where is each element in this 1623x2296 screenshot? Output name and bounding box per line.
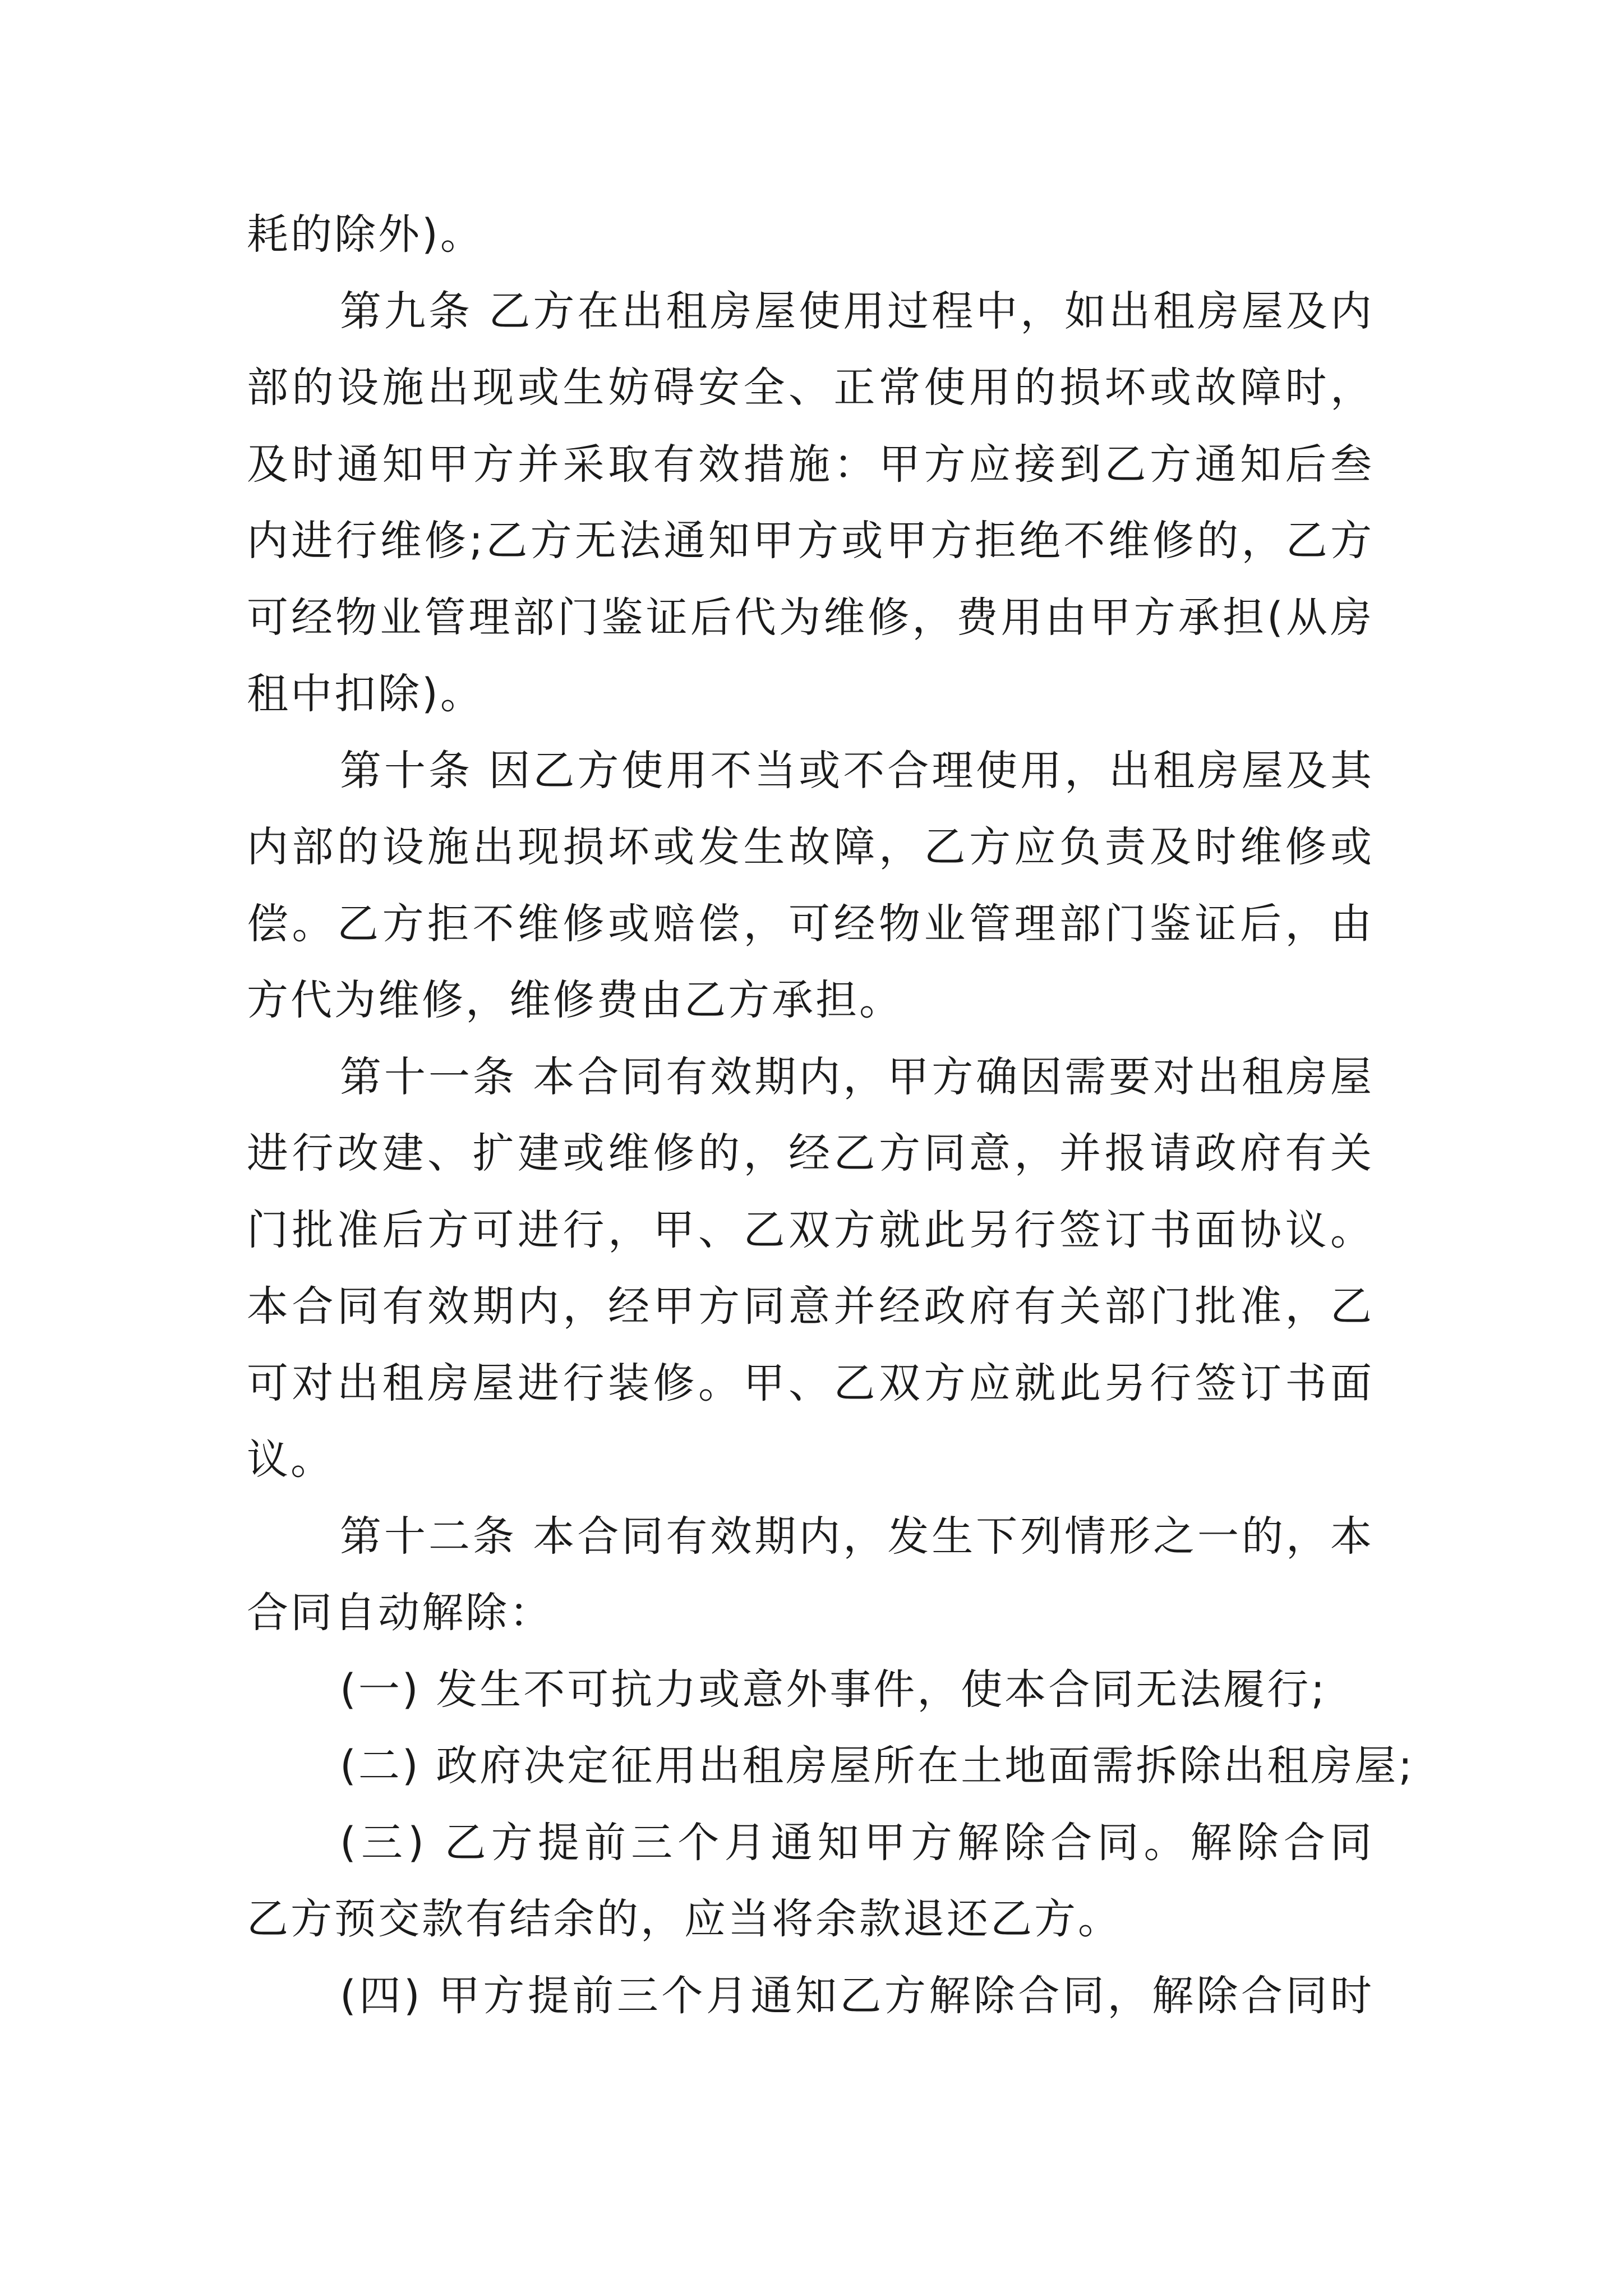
text-line: 耗的除外)。 [247,210,484,259]
article-12-heading-line: 第十二条 本合同有效期内，发生下列情形之一的，本 [340,1512,1374,1561]
text-line: 本合同有效期内，经甲方同意并经政府有关部门批准，乙 [247,1282,1374,1331]
list-item-1: (一) 发生不可抗力或意外事件，使本合同无法履行; [340,1665,1327,1714]
text-line: 内部的设施出现损坏或发生故障，乙方应负责及时维修或 [247,823,1374,871]
text-line: 合同自动解除： [247,1589,553,1637]
list-item-2: (二) 政府决定征用出租房屋所在土地面需拆除出租房屋; [340,1742,1415,1790]
text-line: 门批准后方可进行，甲、乙双方就此另行签订书面协议。 [247,1205,1374,1254]
text-line: 进行改建、扩建或维修的，经乙方同意，并报请政府有关 [247,1129,1374,1177]
text-line: 方代为维修，维修费由乙方承担。 [247,976,903,1024]
article-11-heading-line: 第十一条 本合同有效期内，甲方确因需要对出租房屋 [340,1052,1374,1101]
text-line: 租中扣除)。 [247,670,484,718]
text-line: 部的设施出现或生妨碍安全、正常使用的损坏或故障时， [247,364,1374,412]
text-line: 可经物业管理部门鉴证后代为维修，费用由甲方承担(从房 [247,593,1374,642]
text-line: 乙方预交款有结余的，应当将余款退还乙方。 [247,1895,1122,1943]
text-line: 议。 [247,1435,334,1484]
text-line: 及时通知甲方并采取有效措施：甲方应接到乙方通知后叁 [247,440,1374,489]
list-item-3: (三) 乙方提前三个月通知甲方解除合同。解除合同 [340,1818,1374,1867]
text-line: 可对出租房屋进行装修。甲、乙双方应就此另行签订书面 [247,1359,1374,1407]
article-10-heading-line: 第十条 因乙方使用不当或不合理使用，出租房屋及其 [340,746,1374,795]
article-9-heading-line: 第九条 乙方在出租房屋使用过程中，如出租房屋及内 [340,287,1374,335]
text-line: 偿。乙方拒不维修或赔偿，可经物业管理部门鉴证后，由 [247,899,1374,948]
text-line: 内进行维修;乙方无法通知甲方或甲方拒绝不维修的，乙方 [247,517,1374,565]
list-item-4: (四) 甲方提前三个月通知乙方解除合同，解除合同时 [340,1971,1374,2020]
contract-text [247,196,1415,2034]
